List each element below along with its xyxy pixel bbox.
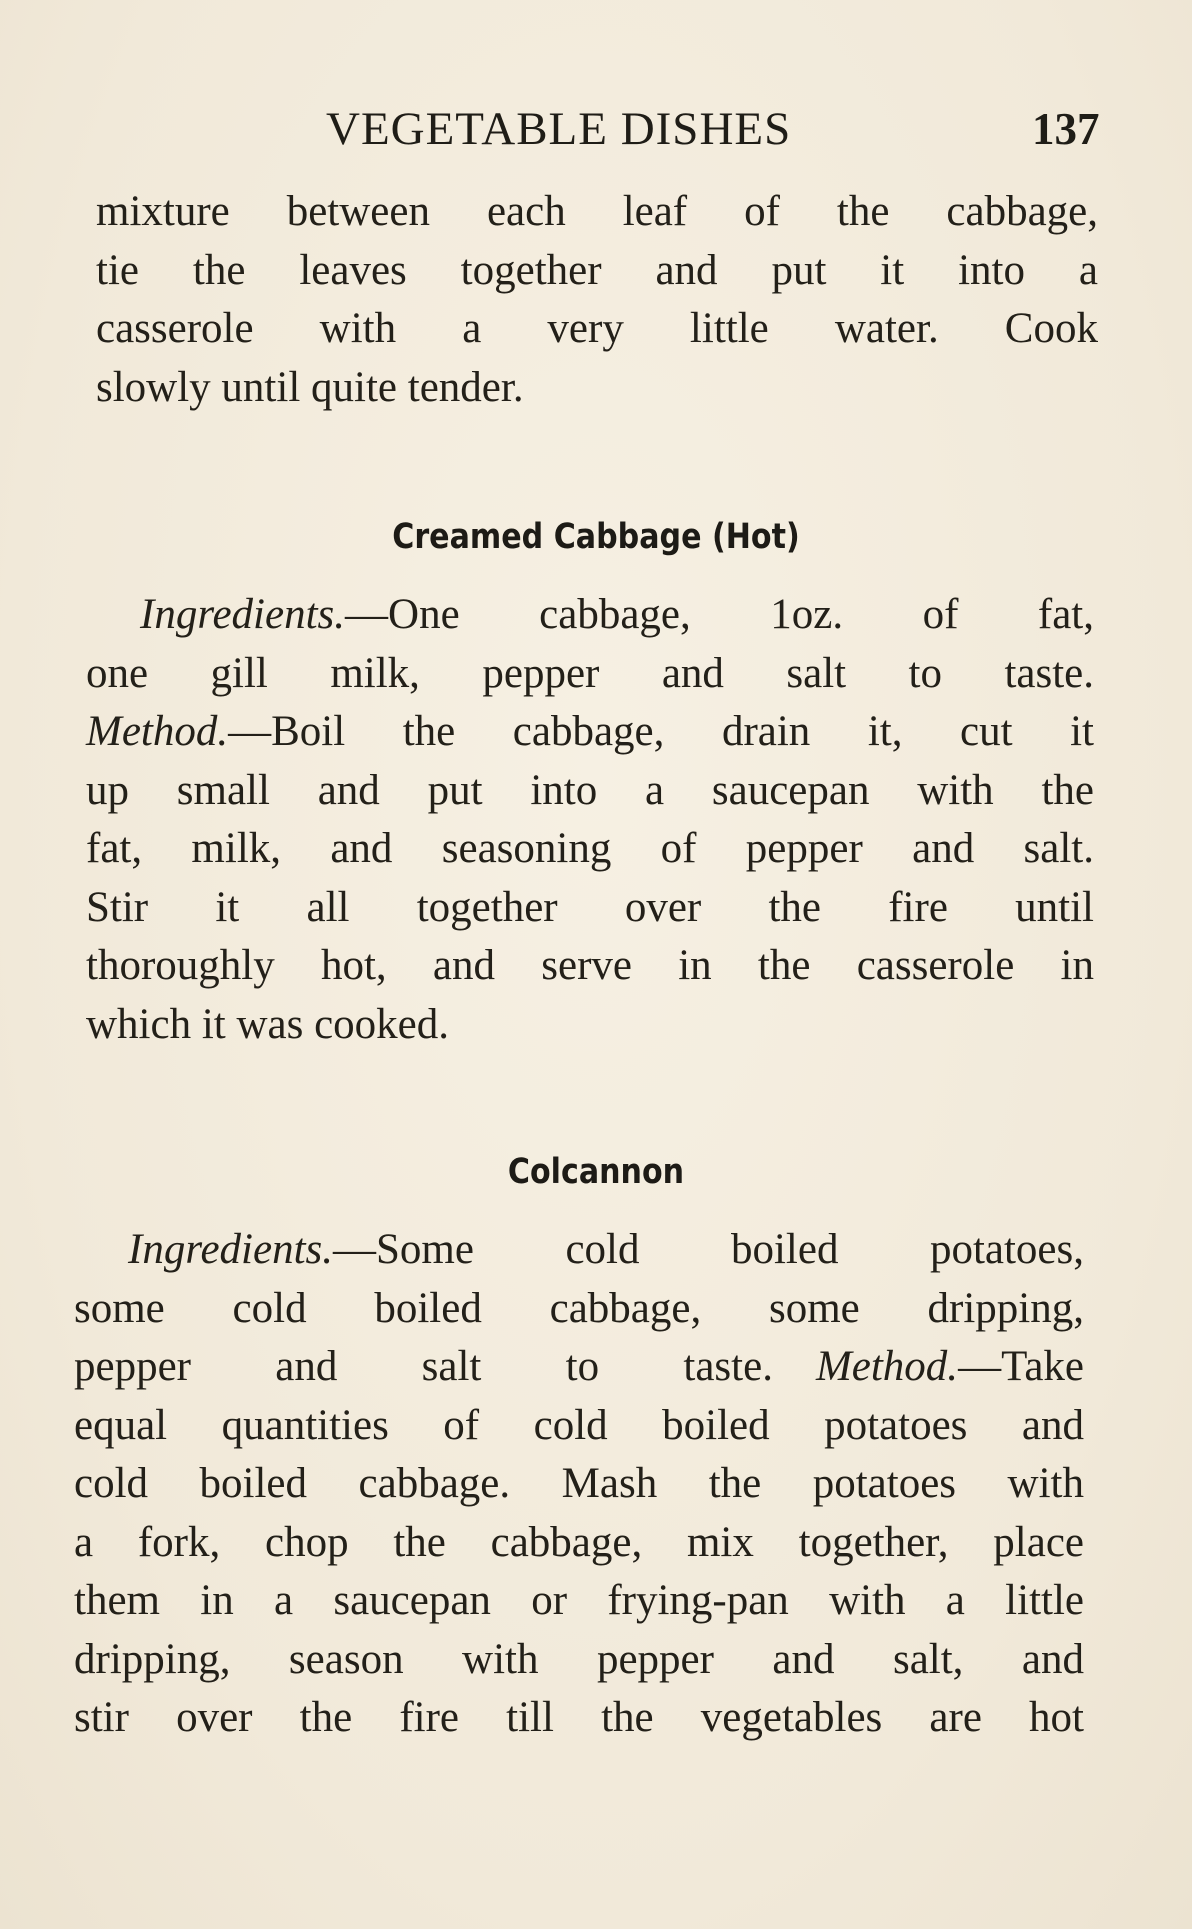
paragraph-line: one gill milk, pepper and salt to taste. <box>86 649 1094 697</box>
running-title: VEGETABLE DISHES <box>326 103 792 155</box>
paragraph-line: which it was cooked. <box>86 1000 450 1048</box>
paragraph-line: casserole with a very little water. Cook <box>96 305 1098 352</box>
paragraph-line: stir over the fire till the vegetables are hot <box>74 1694 1084 1741</box>
paragraph-line: cold boiled cabbage. Mash the potatoes with <box>74 1460 1084 1507</box>
method-label: Method. <box>86 708 229 755</box>
ingredients-text: —Some cold boiled potatoes, <box>333 1226 1084 1273</box>
paragraph-line: dripping, season with pepper and salt, and <box>74 1635 1084 1683</box>
paragraph-line: equal quantities of cold boiled potatoes and <box>74 1401 1084 1449</box>
ingredients-label: Ingredients. <box>140 591 346 638</box>
paragraph-line <box>74 1338 1084 1397</box>
paragraph-line: some cold boiled cabbage, some dripping, <box>74 1284 1084 1332</box>
paragraph-line: a fork, chop the cabbage, mix together, place <box>74 1518 1084 1566</box>
recipe-heading-creamed-cabbage: Creamed Cabbage (Hot) <box>392 517 800 557</box>
continuation-paragraph <box>96 183 1098 417</box>
paragraph-line: slowly until quite tender. <box>96 363 524 411</box>
recipe-body-colcannon <box>74 1221 1084 1748</box>
recipe-body-creamed-cabbage <box>86 586 1094 1054</box>
paragraph-line: Stir it all together over the fire until <box>86 883 1094 931</box>
paragraph-line <box>86 586 1094 645</box>
method-text: —Take <box>958 1343 1084 1390</box>
paragraph-line: mixture between each leaf of the cabbage, <box>96 188 1098 235</box>
page-number: 137 <box>1032 104 1100 154</box>
paragraph-line: them in a saucepan or frying-pan with a little <box>74 1577 1084 1624</box>
ingredients-text: pepper and salt to taste. <box>74 1343 773 1390</box>
method-label: Method. <box>815 1343 959 1390</box>
running-head <box>0 104 1192 154</box>
method-text: —Boil the cabbage, drain it, cut it <box>228 708 1094 755</box>
paragraph-line <box>74 1221 1084 1280</box>
ingredients-label: Ingredients. <box>128 1226 334 1273</box>
recipe-heading-colcannon: Colcannon <box>507 1152 685 1192</box>
paragraph-line: tie the leaves together and put it into a <box>96 246 1098 294</box>
paragraph-line: fat, milk, and seasoning of pepper and salt. <box>86 825 1094 872</box>
paragraph-line: up small and put into a saucepan with the <box>86 766 1094 814</box>
paragraph-line: thoroughly hot, and serve in the casserole in <box>86 942 1094 989</box>
ingredients-text: —One cabbage, 1oz. of fat, <box>345 591 1094 638</box>
paragraph-line <box>86 703 1094 762</box>
